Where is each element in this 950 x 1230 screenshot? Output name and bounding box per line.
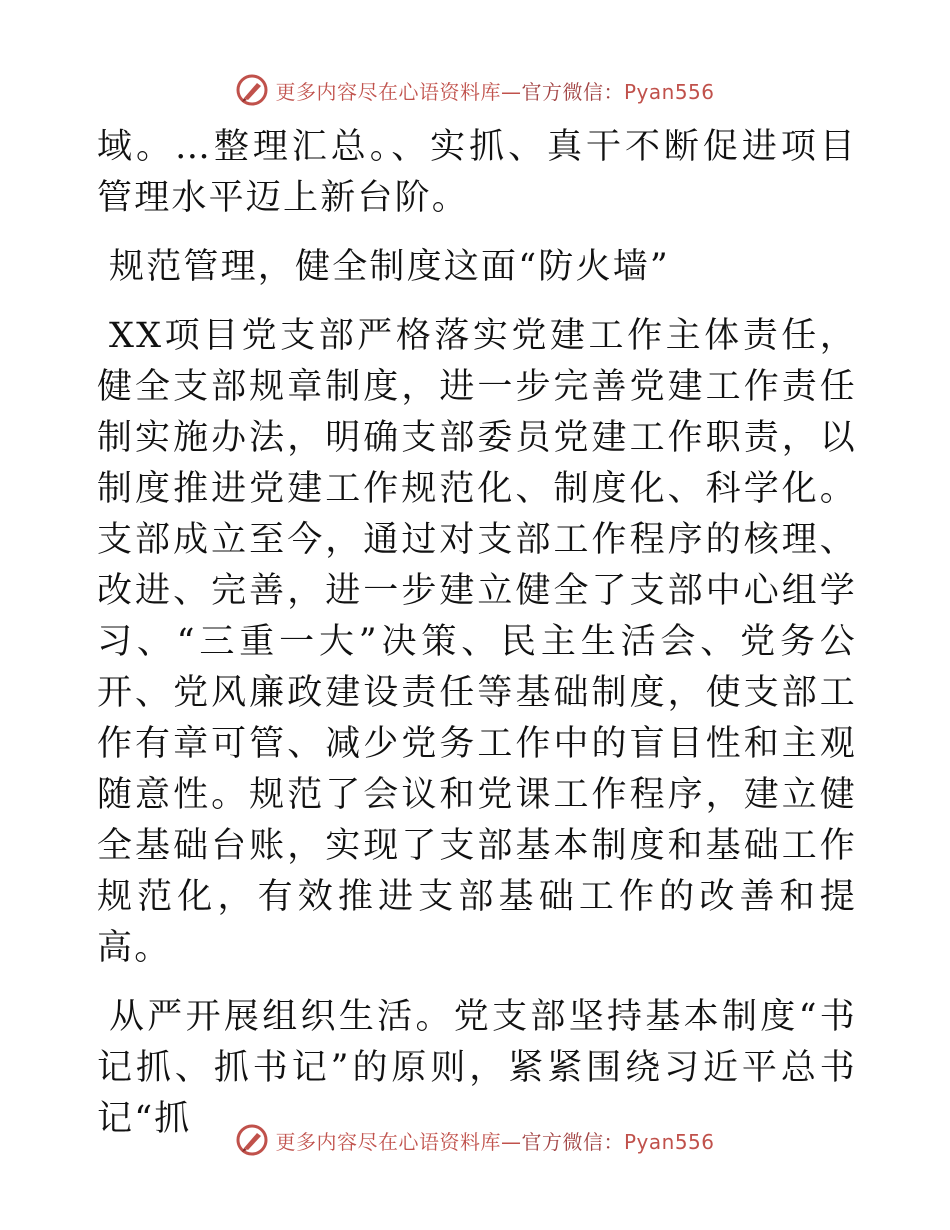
watermark-site: 更多内容尽在心语资料库	[275, 1129, 501, 1154]
watermark-wechat-label: 官方微信：	[521, 79, 624, 104]
watermark-dash: —	[500, 1129, 522, 1154]
watermark-text	[275, 1126, 714, 1155]
watermark-wechat-id: Pyan556	[623, 1129, 715, 1154]
pen-logo-icon	[235, 1123, 269, 1157]
watermark-wechat-label: 官方微信：	[521, 1129, 624, 1154]
watermark-dash: —	[500, 79, 522, 104]
footer-watermark	[0, 1120, 950, 1160]
watermark-text	[275, 76, 714, 105]
pen-logo-icon	[235, 73, 269, 107]
paragraph-continuation: 域。…整理汇总。、实抓、真干不断促进项目管理水平迈上新台阶。	[97, 127, 857, 218]
watermark-site: 更多内容尽在心语资料库	[275, 79, 501, 104]
section-heading: 规范管理，健全制度这面“防火墙”	[109, 247, 670, 287]
header-watermark	[0, 70, 950, 110]
document-body	[97, 122, 857, 1163]
paragraph-system-building: XX项目党支部严格落实党建工作主体责任，健全支部规章制度，进一步完善党建工作责任制实施办法，明确支部委员党建工作职责，以制度推进党建工作规范化、制度化、科学化。支部成立至今，通过对支部工作程序的核理、改进、完善，进一步建立健全了支部中心组学习、“三重一大”决策、民主生活会、党务公开、党风廉政建设责任等基础制度，使支部工作有章可管、减少党务工作中的盲目性和主观随意性。规范了会议和党课工作程序，建立健全基础台账，实现了支部基本制度和基础工作规范化，有效推进支部基础工作的改善和提高。	[97, 316, 857, 968]
paragraph-organization-life: 从严开展组织生活。党支部坚持基本制度“书记抓、抓书记”的原则，紧紧围绕习近平总书记“抓	[97, 997, 857, 1139]
watermark-wechat-id: Pyan556	[623, 79, 715, 104]
